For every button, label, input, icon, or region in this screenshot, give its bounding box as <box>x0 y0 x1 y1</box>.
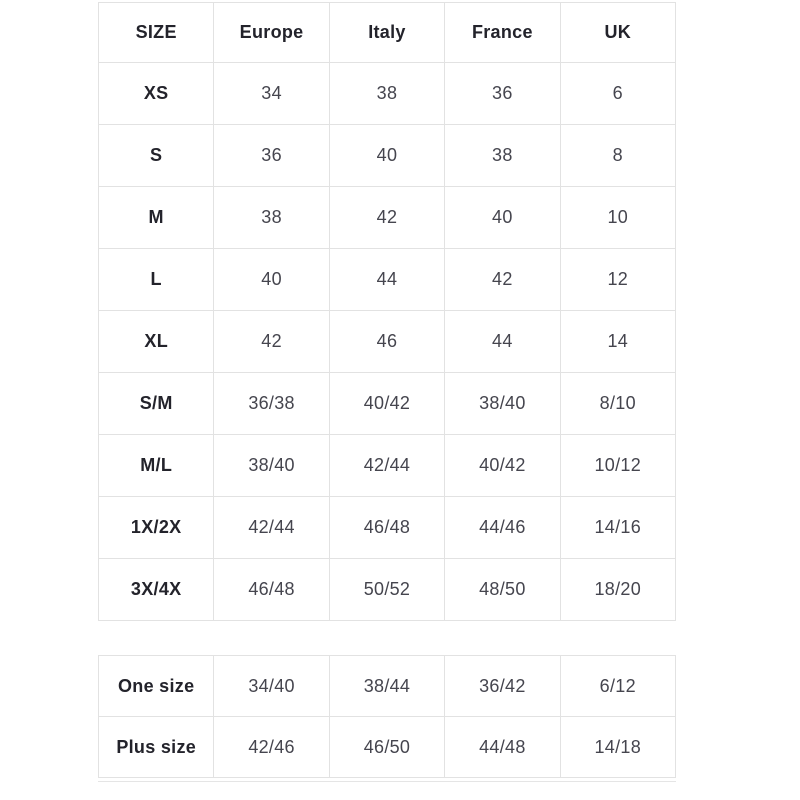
size-label-cell: L <box>99 249 214 311</box>
table-row <box>99 717 676 778</box>
size-value-cell: 14/18 <box>560 717 675 778</box>
size-value-cell: 12 <box>560 249 675 311</box>
header-row <box>99 3 676 63</box>
table-row <box>99 249 676 311</box>
size-value-cell: 42/44 <box>329 435 444 497</box>
size-label-cell: M <box>99 187 214 249</box>
size-label-cell: XL <box>99 311 214 373</box>
next-table-top-edge <box>98 781 676 782</box>
size-value-cell: 40 <box>445 187 560 249</box>
column-header-europe: Europe <box>214 3 329 63</box>
table-row <box>99 497 676 559</box>
size-table-header <box>99 3 676 63</box>
size-value-cell: 14/16 <box>560 497 675 559</box>
special-size-table-body <box>99 656 676 778</box>
table-row <box>99 373 676 435</box>
size-value-cell: 8 <box>560 125 675 187</box>
size-label-cell: Plus size <box>99 717 214 778</box>
column-header-italy: Italy <box>329 3 444 63</box>
size-value-cell: 40 <box>329 125 444 187</box>
size-value-cell: 46/48 <box>329 497 444 559</box>
column-header-uk: UK <box>560 3 675 63</box>
size-value-cell: 46/50 <box>329 717 444 778</box>
tables-container <box>98 2 676 782</box>
size-label-cell: 1X/2X <box>99 497 214 559</box>
size-value-cell: 6 <box>560 63 675 125</box>
table-row <box>99 125 676 187</box>
table-row <box>99 63 676 125</box>
size-value-cell: 44/46 <box>445 497 560 559</box>
size-value-cell: 38 <box>329 63 444 125</box>
size-value-cell: 34 <box>214 63 329 125</box>
table-row <box>99 559 676 621</box>
column-header-france: France <box>445 3 560 63</box>
size-label-cell: 3X/4X <box>99 559 214 621</box>
size-value-cell: 40/42 <box>329 373 444 435</box>
size-value-cell: 46 <box>329 311 444 373</box>
size-table-body <box>99 63 676 621</box>
size-value-cell: 40 <box>214 249 329 311</box>
size-label-cell: S/M <box>99 373 214 435</box>
size-label-cell: S <box>99 125 214 187</box>
size-value-cell: 14 <box>560 311 675 373</box>
size-value-cell: 40/42 <box>445 435 560 497</box>
table-row <box>99 435 676 497</box>
special-size-table <box>98 655 676 778</box>
size-label-cell: One size <box>99 656 214 717</box>
size-value-cell: 10 <box>560 187 675 249</box>
size-value-cell: 46/48 <box>214 559 329 621</box>
size-value-cell: 42/46 <box>214 717 329 778</box>
table-gap <box>98 621 676 655</box>
column-header-size: SIZE <box>99 3 214 63</box>
size-value-cell: 38/44 <box>329 656 444 717</box>
size-value-cell: 38 <box>445 125 560 187</box>
size-value-cell: 36 <box>445 63 560 125</box>
size-value-cell: 42 <box>329 187 444 249</box>
size-value-cell: 6/12 <box>560 656 675 717</box>
size-value-cell: 10/12 <box>560 435 675 497</box>
size-value-cell: 42 <box>214 311 329 373</box>
table-row <box>99 187 676 249</box>
size-value-cell: 48/50 <box>445 559 560 621</box>
size-value-cell: 36 <box>214 125 329 187</box>
table-row <box>99 656 676 717</box>
size-value-cell: 38/40 <box>214 435 329 497</box>
size-label-cell: XS <box>99 63 214 125</box>
size-value-cell: 44 <box>329 249 444 311</box>
size-value-cell: 50/52 <box>329 559 444 621</box>
size-value-cell: 44/48 <box>445 717 560 778</box>
size-value-cell: 38/40 <box>445 373 560 435</box>
size-value-cell: 44 <box>445 311 560 373</box>
size-value-cell: 38 <box>214 187 329 249</box>
size-label-cell: M/L <box>99 435 214 497</box>
size-value-cell: 8/10 <box>560 373 675 435</box>
size-value-cell: 42 <box>445 249 560 311</box>
size-value-cell: 36/38 <box>214 373 329 435</box>
size-value-cell: 18/20 <box>560 559 675 621</box>
size-value-cell: 36/42 <box>445 656 560 717</box>
size-value-cell: 42/44 <box>214 497 329 559</box>
size-value-cell: 34/40 <box>214 656 329 717</box>
table-row <box>99 311 676 373</box>
size-conversion-table <box>98 2 676 621</box>
